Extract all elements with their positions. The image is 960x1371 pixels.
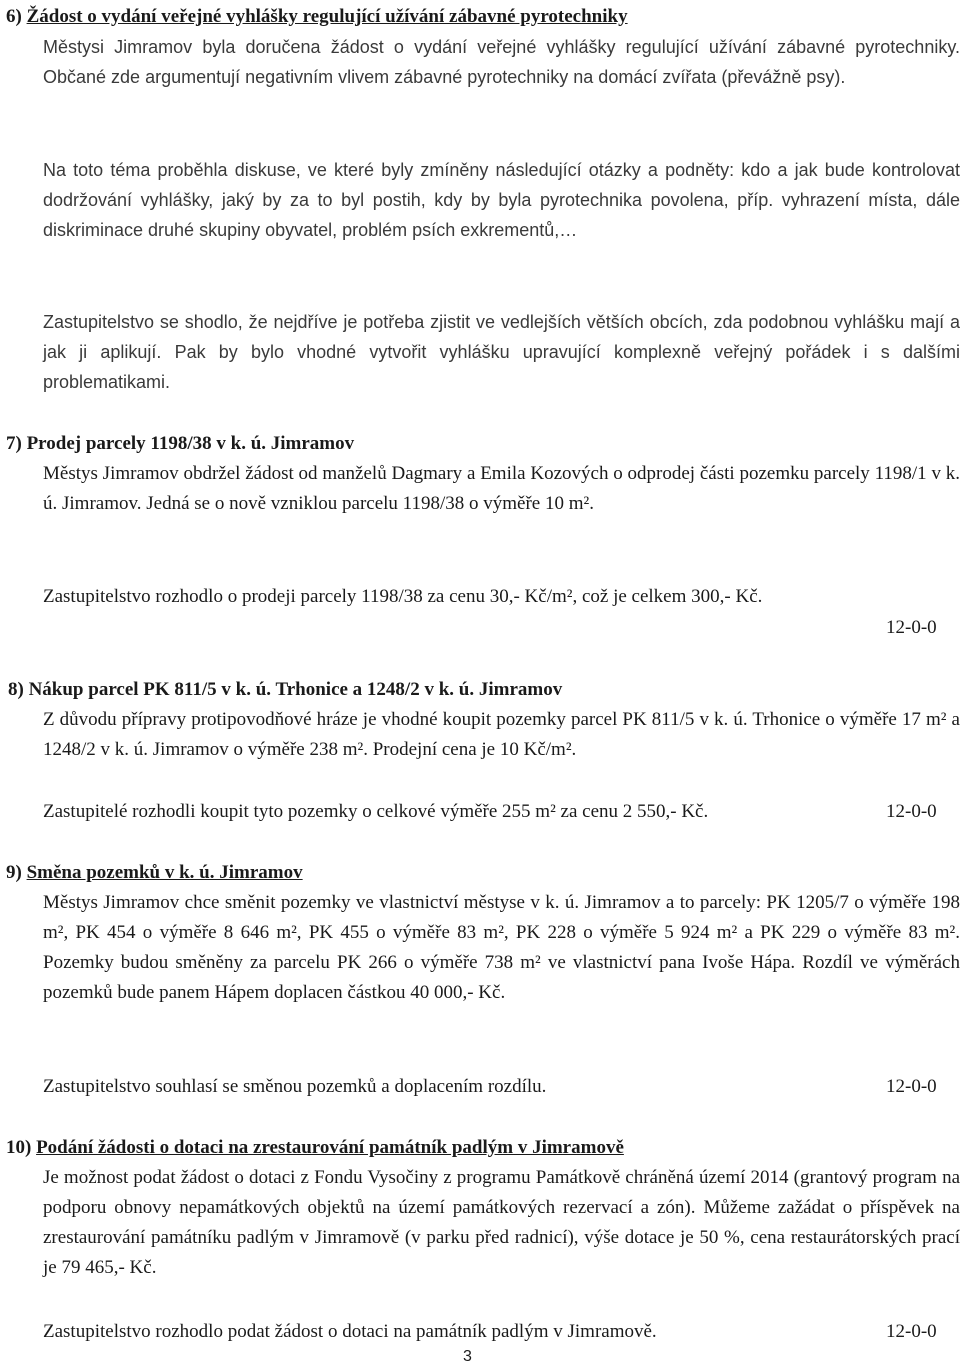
section-10-decision: Zastupitelstvo rozhodlo podat žádost o dotaci na památník padlým v Jimramově. bbox=[43, 1321, 657, 1342]
section-6-paragraph-2: Na toto téma proběhla diskuse, ve které byly zmíněny následující otázky a podněty: kdo a jak bude kontrolovat dodržování vyhlášky, jaký by za to byl postih, kdy by byla pyrotechnika povolena, příp. vyhrazení místa, dále diskriminace druhé skupiny obyvatel, problém psích exkrementů,… bbox=[43, 160, 960, 240]
section-8-vote: 12-0-0 bbox=[886, 801, 937, 822]
section-9-vote: 12-0-0 bbox=[886, 1076, 937, 1097]
section-9-paragraph-1: Městys Jimramov chce směnit pozemky ve vlastnictví městyse v k. ú. Jimramov a to parcely: PK 1205/7 o výměře 198 m², PK 454 o výměře 8 646 m², PK 455 o výměře 83 m², PK 228 o výměře 5 924 m² a PK 229 o výměře 83 m². Pozemky budou směněny za parcelu PK 266 o výměře 738 m² ve vlastnictví pana Ivoše Hápa. Rozdíl ve výměrách pozemků bude panem Hápem doplacen částkou 40 000,- Kč. bbox=[43, 892, 960, 1003]
section-8-paragraph-1: Z důvodu přípravy protipovodňové hráze je vhodné koupit pozemky parcel PK 811/5 v k. ú. Trhonice o výměře 17 m² a 1248/2 v k. ú. Jimramov o výměře 238 m². Prodejní cena je 10 Kč/m². bbox=[43, 709, 960, 760]
section-6-paragraph-3: Zastupitelstvo se shodlo, že nejdříve je potřeba zjistit ve vedlejších větších obcích, zda podobnou vyhlášku mají a jak ji aplikují. Pak by bylo vhodné vytvořit vyhlášku upravující komplexně veřejný pořádek i s dalšími problematikami. bbox=[43, 312, 960, 392]
section-8-decision: Zastupitelé rozhodli koupit tyto pozemky o celkové výměře 255 m² za cenu 2 550,- Kč. bbox=[43, 801, 709, 822]
section-7-paragraph-1: Městys Jimramov obdržel žádost od manželů Dagmary a Emila Kozových o odprodej části pozemku parcely 1198/1 v k. ú. Jimramov. Jedná se o nově vzniklou parcelu 1198/38 o výměře 10 m². bbox=[43, 463, 960, 514]
section-10-paragraph-1: Je možnost podat žádost o dotaci z Fondu Vysočiny z programu Památkově chráněná území 2014 (grantový program na podporu obnovy nepamátkových objektů na území památkových rezervací a zón). Můžeme zažádat o příspěvek na zrestaurování památníku padlým v Jimramově (v parku před radnicí), výše dotace je 50 %, cena restaurátorských prací je 79 465,- Kč. bbox=[43, 1167, 960, 1278]
section-title: Podání žádosti o dotaci na zrestaurování památník padlým v Jimramově bbox=[36, 1137, 624, 1158]
section-7-vote: 12-0-0 bbox=[886, 617, 937, 638]
section-number: 8) bbox=[8, 679, 24, 700]
section-6-heading bbox=[6, 2, 628, 32]
section-10-vote: 12-0-0 bbox=[886, 1321, 937, 1342]
section-title: Nákup parcel PK 811/5 v k. ú. Trhonice a 1248/2 v k. ú. Jimramov bbox=[28, 679, 563, 700]
section-number: 10) bbox=[6, 1137, 32, 1158]
section-title: Směna pozemků v k. ú. Jimramov bbox=[26, 862, 303, 883]
section-number: 9) bbox=[6, 862, 22, 883]
section-title: Žádost o vydání veřejné vyhlášky regulující užívání zábavné pyrotechniky bbox=[26, 6, 628, 27]
section-10-heading bbox=[6, 1133, 624, 1163]
section-6-paragraph-1: Městysi Jimramov byla doručena žádost o vydání veřejné vyhlášky regulující užívání zábavné pyrotechniky. Občané zde argumentují negativním vlivem zábavné pyrotechniky na domácí zvířata (převážně psy). bbox=[43, 37, 960, 87]
section-number: 6) bbox=[6, 6, 22, 27]
section-number: 7) bbox=[6, 433, 22, 454]
section-7-heading bbox=[6, 429, 354, 459]
section-7-decision: Zastupitelstvo rozhodlo o prodeji parcely 1198/38 za cenu 30,- Kč/m², což je celkem 300,- Kč. bbox=[43, 586, 763, 607]
section-9-decision: Zastupitelstvo souhlasí se směnou pozemků a doplacením rozdílu. bbox=[43, 1076, 547, 1097]
section-8-heading bbox=[8, 675, 562, 705]
section-9-heading bbox=[6, 858, 303, 888]
page-number: 3 bbox=[463, 1348, 472, 1365]
section-title: Prodej parcely 1198/38 v k. ú. Jimramov bbox=[26, 433, 355, 454]
